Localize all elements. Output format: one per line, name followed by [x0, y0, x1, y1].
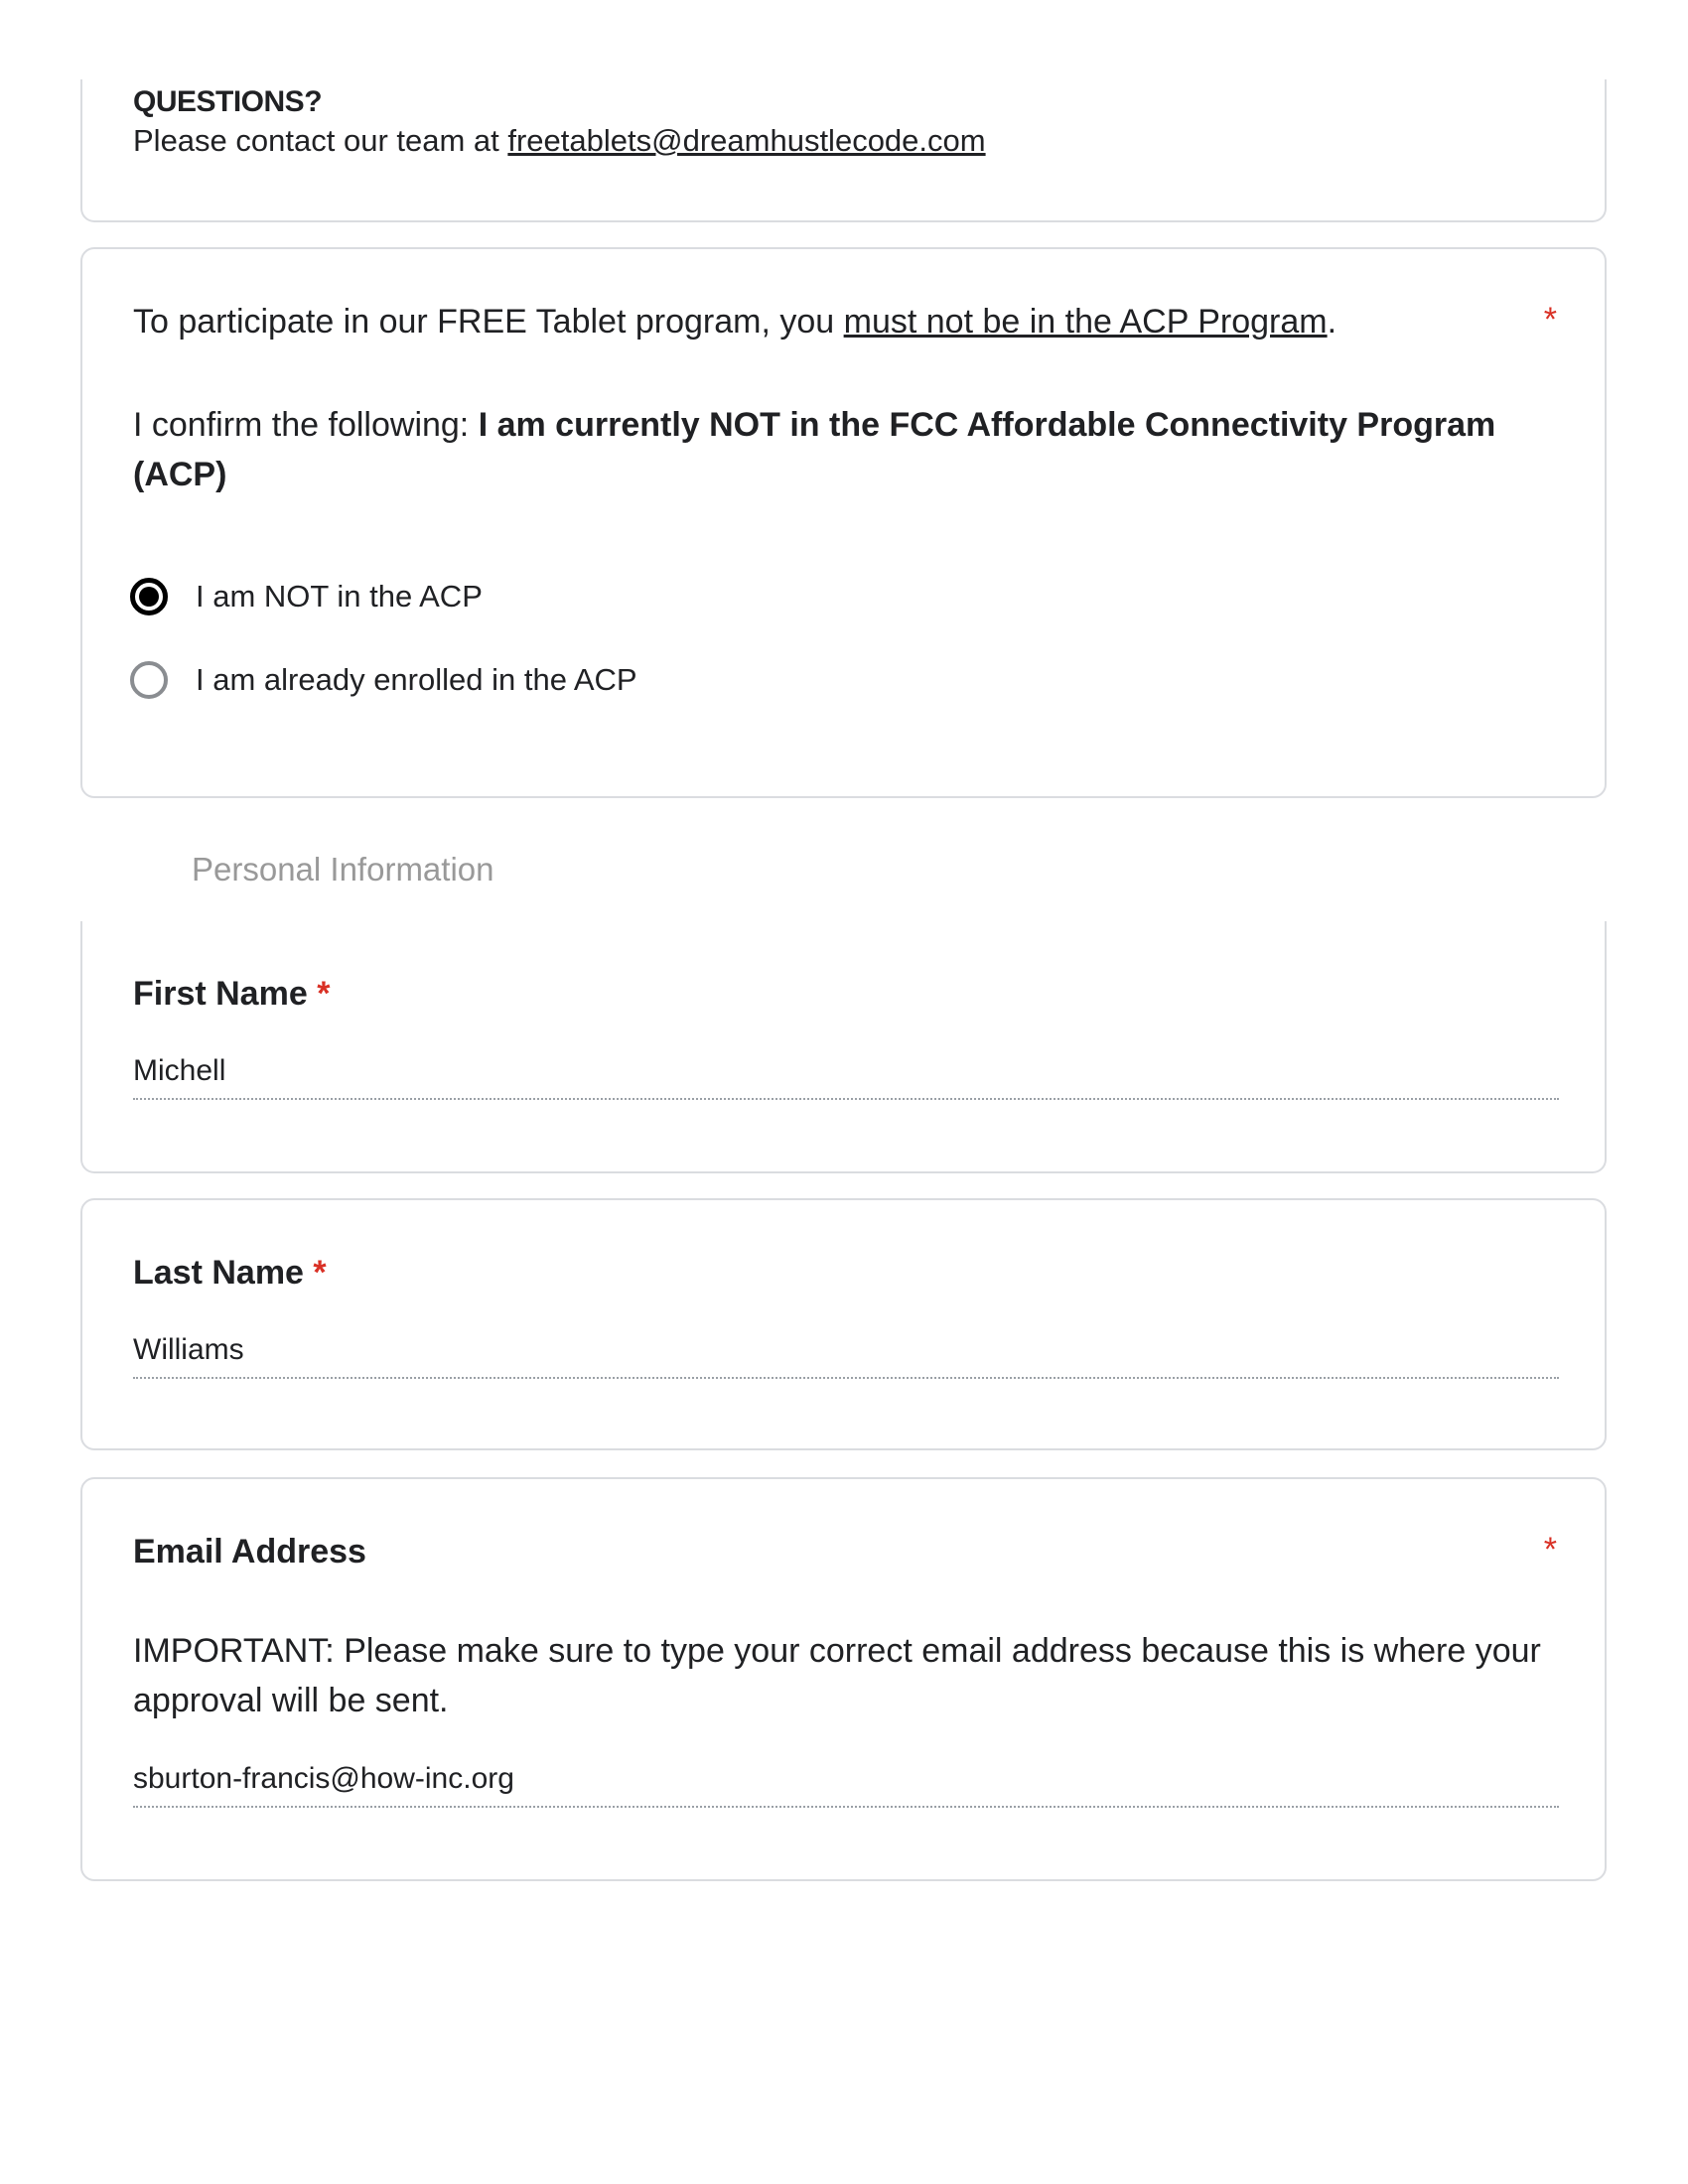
questions-card: [80, 79, 1607, 222]
required-asterisk: *: [1543, 1531, 1557, 1569]
first-name-label-text: First Name: [133, 975, 308, 1013]
acp-confirm-prefix: I confirm the following:: [133, 406, 479, 444]
acp-intro-text: [133, 303, 1336, 341]
acp-confirm-text: [133, 400, 1543, 499]
first-name-card: [80, 921, 1607, 1173]
radio-option-already-enrolled[interactable]: [130, 661, 637, 699]
email-card: [80, 1477, 1607, 1881]
acp-intro-underlined: must not be in the ACP Program: [843, 303, 1328, 341]
required-asterisk: *: [317, 975, 331, 1013]
required-asterisk: *: [313, 1254, 327, 1292]
email-input[interactable]: sburton-francis@how-inc.org: [133, 1762, 1559, 1808]
radio-option-not-in-acp[interactable]: [130, 578, 483, 615]
radio-label: I am already enrolled in the ACP: [196, 662, 637, 697]
acp-confirm-bold: I am currently NOT in the FCC Affordable Connectivity Program (ACP): [133, 406, 1496, 493]
email-label: Email Address: [133, 1533, 366, 1570]
questions-text: [133, 123, 986, 159]
section-title: Personal Information: [192, 851, 494, 887]
acp-intro-after: .: [1327, 303, 1337, 341]
last-name-label: [133, 1254, 327, 1293]
radio-label: I am NOT in the ACP: [196, 579, 483, 614]
radio-checked-icon[interactable]: [130, 578, 168, 615]
radio-unchecked-icon[interactable]: [130, 661, 168, 699]
first-name-input[interactable]: Michell: [133, 1054, 1559, 1100]
email-important-note: IMPORTANT: Please make sure to type your correct email address because this is where your approval will be sent.: [133, 1632, 1541, 1719]
contact-email-link[interactable]: freetablets@dreamhustlecode.com: [507, 123, 986, 158]
acp-intro-before: To participate in our FREE Tablet program, you: [133, 303, 844, 341]
required-asterisk: *: [1543, 301, 1557, 339]
questions-contact-text: Please contact our team at: [133, 123, 508, 158]
acp-question-card: [80, 247, 1607, 798]
last-name-input[interactable]: Williams: [133, 1333, 1559, 1379]
first-name-label: [133, 975, 330, 1014]
last-name-label-text: Last Name: [133, 1254, 304, 1292]
questions-heading: QUESTIONS?: [133, 85, 323, 118]
last-name-card: [80, 1198, 1607, 1450]
